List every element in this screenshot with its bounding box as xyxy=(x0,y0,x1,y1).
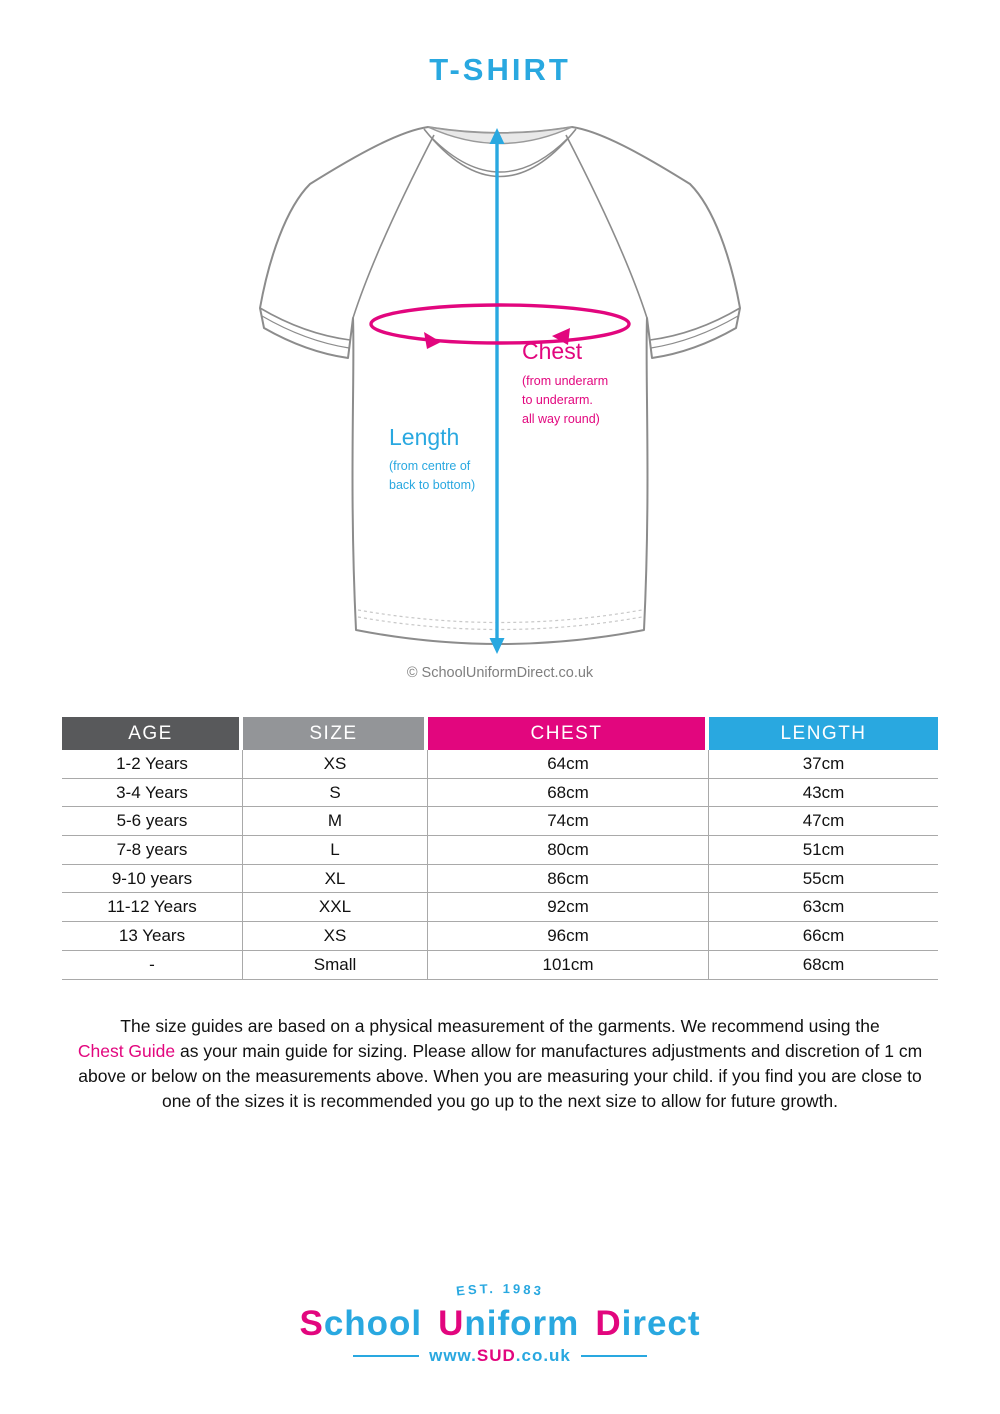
length-sub-line: back to bottom) xyxy=(389,478,476,492)
cell-chest: 101cm xyxy=(428,951,709,979)
cell-length: 51cm xyxy=(802,840,845,860)
cell-length: 55cm xyxy=(802,868,845,888)
tshirt-body-outline xyxy=(260,127,740,644)
table-row xyxy=(62,779,938,808)
cell-chest: 86cm xyxy=(428,865,709,893)
column-header-size: SIZE xyxy=(243,717,428,750)
url-dash-right xyxy=(581,1355,647,1357)
chest-measure-description xyxy=(522,372,608,429)
size-table xyxy=(62,717,938,980)
chest-sub-line: to underarm. xyxy=(522,393,593,407)
column-header-chest: CHEST xyxy=(428,717,709,750)
length-measure-label: Length xyxy=(389,424,460,450)
cell-length: 47cm xyxy=(802,811,845,831)
table-row xyxy=(62,893,938,922)
table-row xyxy=(62,922,938,951)
cell-age: 7-8 years xyxy=(62,836,243,864)
sizing-note xyxy=(50,1014,950,1114)
cell-size: XS xyxy=(243,922,428,950)
brand-letter: U xyxy=(438,1304,465,1343)
cell-length: 37cm xyxy=(802,754,845,773)
brand-word: irect xyxy=(621,1304,701,1343)
cell-size: XXL xyxy=(243,893,428,921)
chest-sub-line: (from underarm xyxy=(522,374,609,388)
url-dash-left xyxy=(353,1355,419,1357)
cell-age: 3-4 Years xyxy=(62,779,243,807)
note-line-1: The size guides are based on a physical measurement of the garments. We recommend using the xyxy=(120,1016,880,1036)
cell-size: XS xyxy=(243,750,428,778)
tshirt-diagram xyxy=(240,112,760,664)
brand-url xyxy=(429,1346,571,1366)
cell-size: S xyxy=(243,779,428,807)
brand-letter: S xyxy=(299,1304,324,1343)
tshirt-illustration xyxy=(240,112,760,664)
chest-measure-label: Chest xyxy=(522,338,583,364)
page-title: T-SHIRT xyxy=(429,52,571,87)
length-sub-line: (from centre of xyxy=(389,459,471,473)
cell-length: 63cm xyxy=(802,897,845,917)
column-header-age: AGE xyxy=(62,717,243,750)
cell-size: M xyxy=(243,807,428,835)
url-part: SUD xyxy=(476,1346,516,1365)
cell-age: 9-10 years xyxy=(62,865,243,893)
length-measure-description xyxy=(389,457,475,495)
cell-length: 68cm xyxy=(802,954,845,974)
est-1983-arc xyxy=(380,1276,620,1306)
brand-word: niform xyxy=(464,1304,580,1343)
column-header-length: LENGTH xyxy=(709,717,938,750)
cell-length: 43cm xyxy=(802,782,845,802)
brand-name xyxy=(0,1306,1000,1342)
table-row xyxy=(62,807,938,836)
note-line-2: as your main guide for sizing. Please allow for manufactures adjustments and discretion of 1 cm xyxy=(175,1041,923,1061)
brand-url-line xyxy=(0,1346,1000,1366)
cell-age: 11-12 Years xyxy=(62,893,243,921)
url-part: www. xyxy=(429,1346,477,1365)
table-row xyxy=(62,865,938,894)
cell-chest: 80cm xyxy=(428,836,709,864)
cell-age: - xyxy=(62,951,243,979)
note-line-4: one of the sizes it is recommended you go up to the next size to allow for future growth. xyxy=(161,1091,839,1111)
brand-letter: D xyxy=(595,1304,622,1343)
cell-chest: 74cm xyxy=(428,807,709,835)
length-arrow-head-bottom xyxy=(490,638,505,654)
cell-chest: 68cm xyxy=(428,779,709,807)
brand-logo xyxy=(0,1276,1000,1366)
cell-chest: 92cm xyxy=(428,893,709,921)
url-part: .co.uk xyxy=(515,1346,571,1365)
cell-size: Small xyxy=(243,951,428,979)
cell-length: 66cm xyxy=(802,926,845,946)
brand-word: chool xyxy=(323,1304,423,1343)
chest-sub-line: all way round) xyxy=(522,412,600,426)
est-1983-text: EST. 1983 xyxy=(455,1280,545,1299)
chest-guide-highlight: Chest Guide xyxy=(77,1041,176,1061)
svg-text:EST. 1983 xyxy=(455,1281,544,1299)
cell-chest: 96cm xyxy=(428,922,709,950)
cell-age: 13 Years xyxy=(62,922,243,950)
copyright-text: © SchoolUniformDirect.co.uk xyxy=(406,665,594,681)
cell-size: XL xyxy=(243,865,428,893)
table-row xyxy=(62,750,938,779)
note-line-3: above or below on the measurements above. When you are measuring your child. if you find you are close to xyxy=(78,1066,922,1086)
size-table-header xyxy=(62,717,938,750)
cell-age: 1-2 Years xyxy=(62,750,243,778)
table-row xyxy=(62,951,938,980)
table-row xyxy=(62,836,938,865)
cell-age: 5-6 years xyxy=(62,807,243,835)
cell-size: L xyxy=(243,836,428,864)
cell-chest: 64cm xyxy=(428,750,709,778)
